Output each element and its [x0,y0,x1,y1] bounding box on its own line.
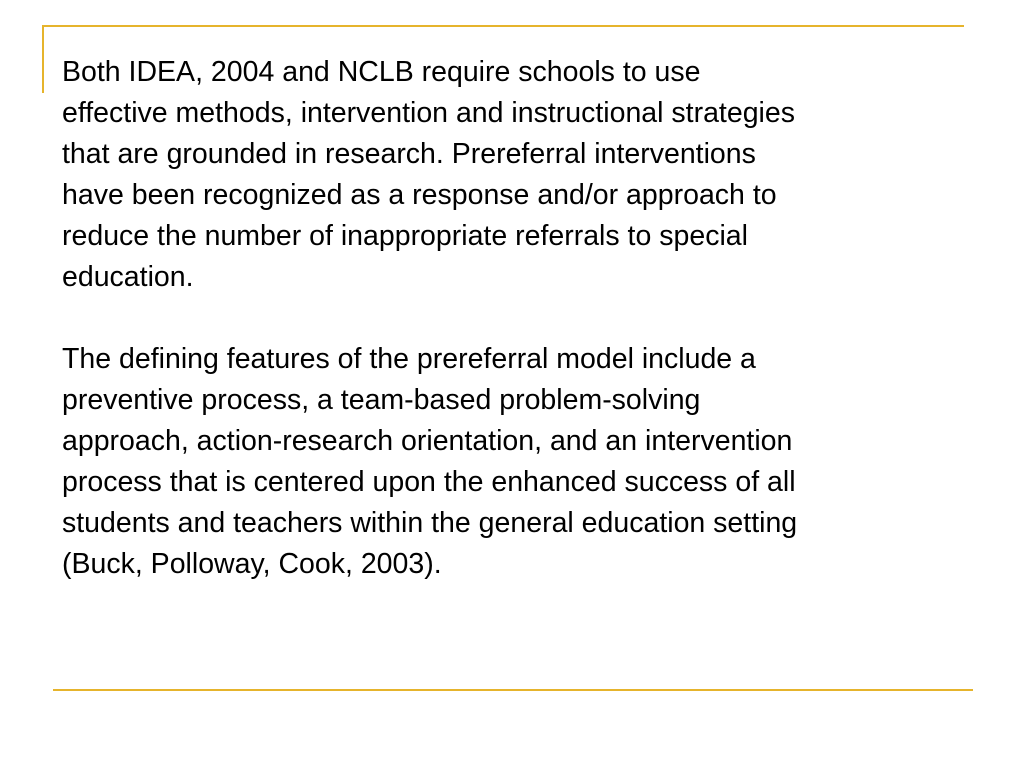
text-line: (Buck, Polloway, Cook, 2003). [62,548,442,580]
text-line: effective methods, intervention and instructional strategies [62,97,795,129]
text-line: preventive process, a team-based problem-solving [62,384,701,416]
text-line: have been recognized as a response and/or approach to [62,179,777,211]
text-line: Both IDEA, 2004 and NCLB require schools to use [62,56,701,88]
text-line: that are grounded in research. Prereferral interventions [62,138,756,170]
text-line: The defining features of the prereferral model include a [62,343,756,375]
slide-body [62,52,962,585]
text-line: education. [62,261,194,293]
text-line: reduce the number of inappropriate referrals to special [62,220,748,252]
text-line: students and teachers within the general education setting [62,507,798,539]
paragraph-idea-nclb [62,52,962,298]
bottom-accent-rule [53,689,973,691]
top-accent-rule [42,25,964,27]
left-accent-rule [42,25,44,93]
text-line: process that is centered upon the enhanced success of all [62,466,796,498]
text-line: approach, action-research orientation, and an intervention [62,425,793,457]
paragraph-prereferral-model [62,339,962,585]
